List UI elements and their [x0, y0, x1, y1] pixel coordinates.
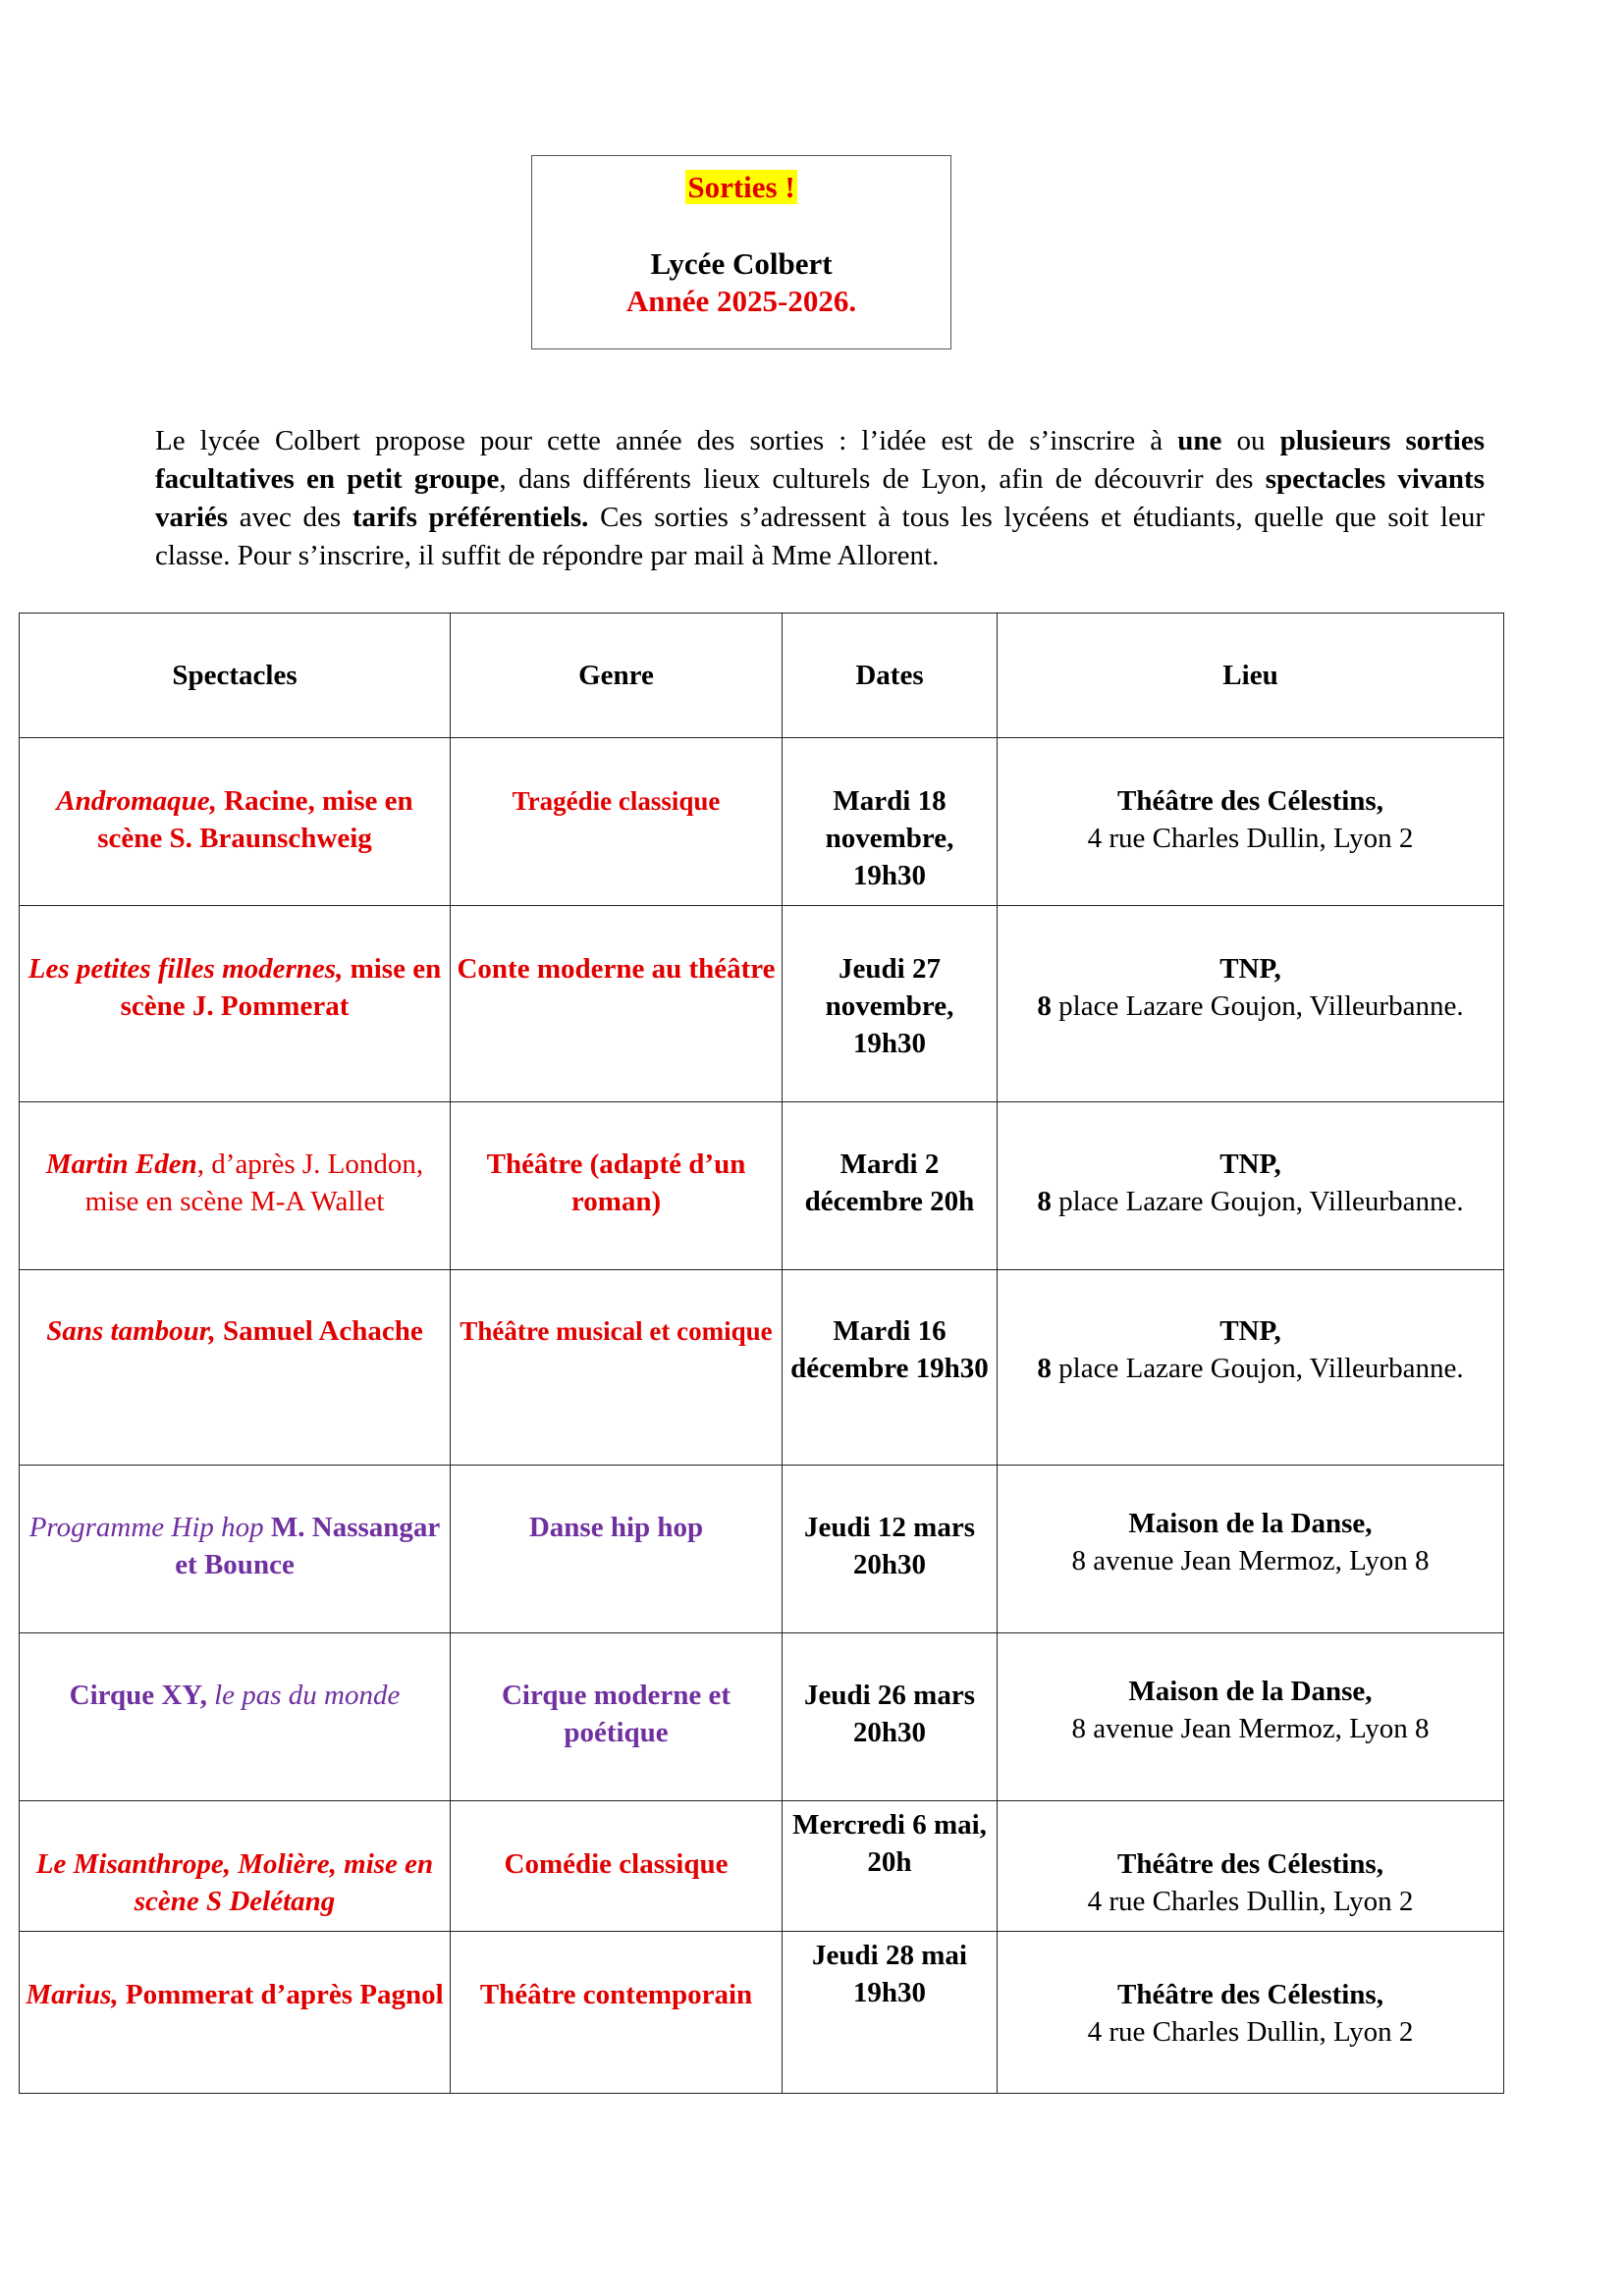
dates-cell: Jeudi 26 mars 20h30 — [783, 1633, 998, 1801]
lieu-address-number: 8 — [1037, 990, 1052, 1022]
spectacle-title: Cirque XY, — [69, 1680, 207, 1711]
spectacle-cell — [20, 1102, 451, 1270]
intro-bold: plusieurs sorties facultatives en petit groupe — [155, 425, 1485, 495]
table-row — [20, 1633, 1504, 1801]
lieu-cell — [998, 1932, 1504, 2094]
page-title: Sorties ! — [687, 170, 795, 204]
intro-bold: une — [1177, 425, 1222, 456]
lieu-address: place Lazare Goujon, Villeurbanne. — [1051, 1186, 1464, 1217]
table-header-row — [20, 614, 1504, 738]
header-dates: Dates — [783, 614, 998, 738]
spectacle-details: Pommerat d’après Pagnol — [118, 1979, 444, 2010]
lieu-cell — [998, 1466, 1504, 1633]
spectacle-details: le pas du monde — [206, 1680, 401, 1711]
spectacle-cell — [20, 906, 451, 1102]
lieu-address: 8 avenue Jean Mermoz, Lyon 8 — [1071, 1713, 1430, 1744]
lieu-address: place Lazare Goujon, Villeurbanne. — [1051, 1353, 1464, 1384]
dates-cell: Mardi 16 décembre 19h30 — [783, 1270, 998, 1466]
dates-cell: Jeudi 28 mai 19h30 — [783, 1932, 998, 2094]
intro-bold: tarifs préférentiels. — [352, 502, 589, 533]
table-row — [20, 1932, 1504, 2094]
spectacle-title: Andromaque, — [56, 785, 217, 817]
dates-cell: Mardi 18 novembre, 19h30 — [783, 738, 998, 906]
spectacle-cell: Le Misanthrope, Molière, mise en scène S Delétang — [20, 1801, 451, 1932]
spectacle-cell — [20, 1633, 451, 1801]
lieu-name: Théâtre des Célestins, — [1117, 785, 1383, 817]
lieu-address: 4 rue Charles Dullin, Lyon 2 — [1087, 2016, 1414, 2048]
lieu-name: TNP, — [1219, 1315, 1281, 1347]
spectacle-cell — [20, 1932, 451, 2094]
school-name: Lycée Colbert — [650, 246, 833, 281]
spectacle-cell — [20, 1466, 451, 1633]
genre-cell: Comédie classique — [451, 1801, 783, 1932]
spectacle-title: Martin Eden — [45, 1148, 197, 1180]
lieu-name: TNP, — [1219, 1148, 1281, 1180]
spectacle-title: Sans tambour, — [46, 1315, 216, 1347]
dates-cell: Mardi 2 décembre 20h — [783, 1102, 998, 1270]
genre-cell: Théâtre (adapté d’un roman) — [451, 1102, 783, 1270]
header-lieu: Lieu — [998, 614, 1504, 738]
table-row — [20, 906, 1504, 1102]
intro-text: avec des — [228, 502, 352, 533]
lieu-cell — [998, 1633, 1504, 1801]
lieu-name: TNP, — [1219, 953, 1281, 985]
genre-cell: Danse hip hop — [451, 1466, 783, 1633]
spectacle-details: , d’après J. London, mise en scène M-A Wallet — [84, 1148, 424, 1217]
spectacle-cell — [20, 1270, 451, 1466]
intro-text: Ces sorties s’adressent à tous les lycéens et étudiants, quelle que soit leur classe. Pour s’inscrire, il suffit de répondre par mail à Mme Allorent. — [155, 502, 1485, 571]
school-year: Année 2025-2026. — [625, 284, 857, 318]
lieu-name: Théâtre des Célestins, — [1117, 1979, 1383, 2010]
dates-cell: Jeudi 27 novembre, 19h30 — [783, 906, 998, 1102]
lieu-cell — [998, 738, 1504, 906]
genre-cell: Théâtre musical et comique — [451, 1270, 783, 1466]
lieu-address: 8 avenue Jean Mermoz, Lyon 8 — [1071, 1545, 1430, 1576]
genre-cell: Théâtre contemporain — [451, 1932, 783, 2094]
spectacle-cell — [20, 738, 451, 906]
dates-cell: Jeudi 12 mars 20h30 — [783, 1466, 998, 1633]
lieu-cell — [998, 1801, 1504, 1932]
spectacle-details: mise en scène J. Pommerat — [120, 953, 442, 1022]
spectacle-details: Racine, mise en scène S. Braunschweig — [97, 785, 413, 854]
genre-cell: Cirque moderne et poétique — [451, 1633, 783, 1801]
lieu-name: Maison de la Danse, — [1128, 1508, 1373, 1539]
lieu-address: 4 rue Charles Dullin, Lyon 2 — [1087, 823, 1414, 854]
genre-cell: Conte moderne au théâtre — [451, 906, 783, 1102]
table-row — [20, 1801, 1504, 1932]
lieu-address-number: 8 — [1037, 1186, 1052, 1217]
intro-text: ou — [1221, 425, 1280, 456]
intro-bold: spectacles vivants variés — [155, 463, 1486, 533]
header-spectacles: Spectacles — [20, 614, 451, 738]
lieu-cell — [998, 1102, 1504, 1270]
spectacle-details: M. Nassangar et Bounce — [175, 1512, 441, 1580]
table-row — [20, 1466, 1504, 1633]
title-box — [531, 155, 951, 349]
intro-text: Le lycée Colbert propose pour cette année des sorties : l’idée est de s’inscrire à — [155, 425, 1178, 456]
intro-paragraph — [155, 422, 1485, 575]
header-genre: Genre — [451, 614, 783, 738]
spectacle-title: Programme Hip hop — [28, 1512, 264, 1543]
lieu-address-number: 8 — [1037, 1353, 1052, 1384]
table-row — [20, 1270, 1504, 1466]
outings-table — [19, 613, 1504, 2094]
lieu-name: Maison de la Danse, — [1128, 1676, 1373, 1707]
intro-text: , dans différents lieux culturels de Lyon, afin de découvrir des — [499, 463, 1266, 495]
lieu-address: place Lazare Goujon, Villeurbanne. — [1051, 990, 1464, 1022]
spectacle-title: Marius, — [26, 1979, 119, 2010]
dates-cell: Mercredi 6 mai, 20h — [783, 1801, 998, 1932]
spectacle-title: Les petites filles modernes, — [27, 953, 344, 985]
lieu-cell — [998, 1270, 1504, 1466]
genre-cell: Tragédie classique — [451, 738, 783, 906]
spectacle-details: Samuel Achache — [215, 1315, 423, 1347]
lieu-name: Théâtre des Célestins, — [1117, 1848, 1383, 1880]
table-row — [20, 738, 1504, 906]
lieu-address: 4 rue Charles Dullin, Lyon 2 — [1087, 1886, 1414, 1917]
lieu-cell — [998, 906, 1504, 1102]
table-row — [20, 1102, 1504, 1270]
